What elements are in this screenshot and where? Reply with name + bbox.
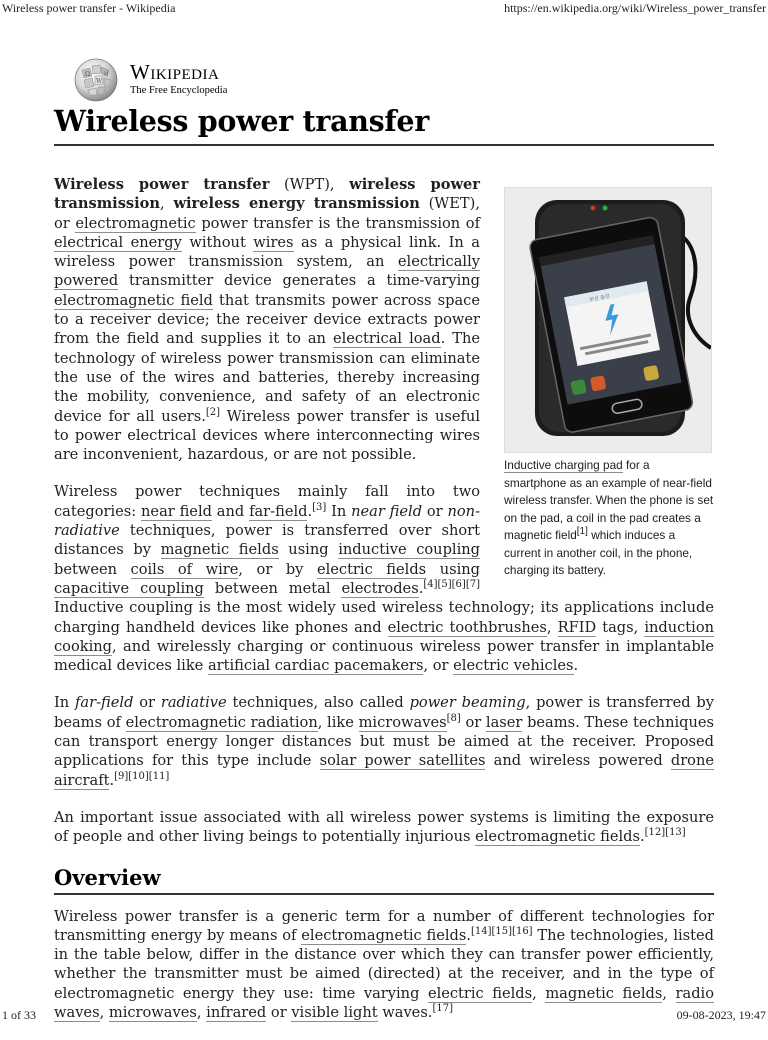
- link-wires[interactable]: wires: [253, 233, 294, 251]
- link-electrical-load[interactable]: electrical load: [332, 330, 441, 348]
- citation-ref[interactable]: [14][15][16]: [471, 925, 533, 937]
- link-magnetic-fields[interactable]: magnetic fields: [545, 984, 663, 1002]
- link-capacitive-coupling[interactable]: capacitive coupling: [54, 579, 204, 597]
- intro-paragraph-3: In far-field or radiative techniques, also called power beaming, power is transferred by beams of electromagnetic radiation, like microwaves[8] or laser beams. These techniques can transport energy longer distances but must be aimed at the receiver. Proposed applications for this type include solar power satellites and wireless powered drone aircraft.[9][10][11]: [54, 694, 715, 789]
- svg-text:W: W: [96, 78, 103, 85]
- intro-paragraph-1: Wireless power transfer (WPT), wireless power transmission, wireless energy transmission (WET), or electromagnetic power transfer is the transmission of electrical energy without wires as a physical link. In a wireless power transmission system, an electrically powered transmitter device generates a time-varying electromagnetic field that transmits power across space to a receiver device; the receiver device extracts power from the field and supplies it to an electrical load. The technology of wireless power transmission can eliminate the use of the wires and batteries, thereby increasing the mobility, convenience, and safety of an electronic device for all users.[2] Wireless power transfer is useful to power electrical devices where interconnecting wires are inconvenient, hazardous, or are not possible.: [54, 176, 481, 464]
- link-rfid[interactable]: RFID: [557, 618, 597, 636]
- page-title: Wireless power transfer: [54, 104, 714, 146]
- article-content: [54, 175, 714, 1040]
- print-header-url: https://en.wikipedia.org/wiki/Wireless_power_transfer: [504, 1, 766, 15]
- citation-ref[interactable]: [3]: [312, 501, 327, 513]
- link-drone-aircraft[interactable]: drone aircraft: [54, 752, 714, 789]
- link-electrodes[interactable]: electrodes: [341, 579, 419, 597]
- link-visible-light[interactable]: visible light: [291, 1003, 378, 1021]
- link-infrared[interactable]: infrared: [206, 1003, 267, 1021]
- inductive-charging-pad-link[interactable]: Inductive charging pad: [504, 458, 623, 472]
- link-radio-waves[interactable]: radio waves: [54, 984, 714, 1021]
- overview-paragraph-1: Wireless power transfer is a generic term for a number of different technologies for transmitting energy by means of electromagnetic fields.[14][15][16] The technologies, listed in the table below, differ in the distance over which they can transfer power efficiently, whether the transmitter must be aimed (directed) at the receiver, and in the type of electromagnetic energy they use: time varying electric fields, magnetic fields, radio waves, microwaves, infrared or visible light waves.[17]: [54, 907, 715, 1021]
- wikipedia-tagline: The Free Encyclopedia: [130, 85, 228, 96]
- citation-ref[interactable]: [9][10][11]: [114, 770, 170, 782]
- svg-text:무선 충전: 무선 충전: [588, 293, 611, 304]
- link-electrically-powered[interactable]: electrically powered: [54, 253, 480, 290]
- link-microwaves[interactable]: microwaves: [358, 713, 447, 731]
- link-electric-toothbrushes[interactable]: electric toothbrushes: [387, 618, 547, 636]
- intro-paragraph-2: Wireless power techniques mainly fall into two categories: near field and far-field.[3] In near field or non-radiative techniques, power is transferred over short distances by magnetic fields using inductive coupling between coils of wire, or by electric fields using capacitive coupling between metal electrodes.[4][5][6][7] Inductive coupling is the most widely used wireless technology; its applications include charging handheld devices like phones and electric toothbrushes, RFID tags, induction cooking, and wirelessly charging or continuous wireless power transfer in implantable medical devices like artificial cardiac pacemakers, or electric vehicles.: [54, 483, 715, 675]
- print-datetime: 09-08-2023, 19:47: [676, 1008, 766, 1022]
- link-electromagnetic-fields[interactable]: electromagnetic fields: [301, 926, 467, 944]
- print-header: [0, 0, 768, 18]
- link-coils-of-wire[interactable]: coils of wire: [130, 560, 239, 578]
- link-electric-vehicles[interactable]: electric vehicles: [453, 657, 574, 675]
- intro-paragraph-4: An important issue associated with all wireless power systems is limiting the exposure of people and other living beings to potentially injurious electromagnetic fields.[12][13]: [54, 808, 714, 846]
- link-solar-power-satellites[interactable]: solar power satellites: [319, 752, 486, 770]
- link-electric-fields[interactable]: electric fields: [427, 984, 533, 1002]
- link-microwaves[interactable]: microwaves: [108, 1003, 197, 1021]
- charging-pad-image-icon: [505, 188, 711, 452]
- infobox-figure: [504, 187, 714, 580]
- citation-ref[interactable]: [1]: [576, 526, 588, 538]
- link-electromagnetic[interactable]: electromagnetic: [75, 214, 196, 232]
- link-electromagnetic-field[interactable]: electromagnetic field: [54, 291, 213, 309]
- link-electric-fields[interactable]: electric fields: [316, 560, 427, 578]
- link-laser[interactable]: laser: [485, 713, 523, 731]
- figure-caption: Inductive charging pad for a smartphone as an example of near-field wireless transfer. When the phone is set on the pad, a coil in the pad creates a magnetic field[1] which induces a current in another coil, in the phone, charging its battery.: [504, 458, 714, 577]
- link-inductive-coupling[interactable]: inductive coupling: [338, 541, 480, 559]
- citation-ref[interactable]: [12][13]: [644, 827, 686, 839]
- citation-ref[interactable]: [17]: [432, 1003, 453, 1015]
- charging-pad-photo[interactable]: [504, 187, 712, 453]
- wikipedia-wordmark: Wikipedia: [130, 60, 220, 84]
- link-far-field[interactable]: far-field: [249, 502, 308, 520]
- link-induction-cooking[interactable]: induction cooking: [54, 618, 715, 655]
- link-magnetic-fields[interactable]: magnetic fields: [160, 541, 279, 559]
- wikipedia-logo[interactable]: [72, 56, 312, 100]
- page-number: 1 of 33: [2, 1008, 36, 1022]
- citation-ref[interactable]: [8]: [446, 712, 461, 724]
- print-header-title: Wireless power transfer - Wikipedia: [2, 1, 176, 15]
- svg-text:И: И: [104, 71, 109, 77]
- link-electrical-energy[interactable]: electrical energy: [54, 233, 182, 251]
- print-footer: [0, 1003, 768, 1024]
- wikipedia-globe-icon: [72, 56, 120, 102]
- link-electromagnetic-radiation[interactable]: electromagnetic radiation: [125, 713, 318, 731]
- link-near-field[interactable]: near field: [141, 502, 212, 520]
- link-electromagnetic-fields[interactable]: electromagnetic fields: [475, 828, 640, 846]
- section-heading-overview: Overview: [54, 865, 714, 895]
- svg-text:Ω: Ω: [85, 71, 90, 78]
- citation-ref[interactable]: [4][5][6][7]: [423, 579, 480, 591]
- citation-ref[interactable]: [2]: [205, 406, 221, 418]
- link-artificial-cardiac-pacemakers[interactable]: artificial cardiac pacemakers: [207, 657, 424, 675]
